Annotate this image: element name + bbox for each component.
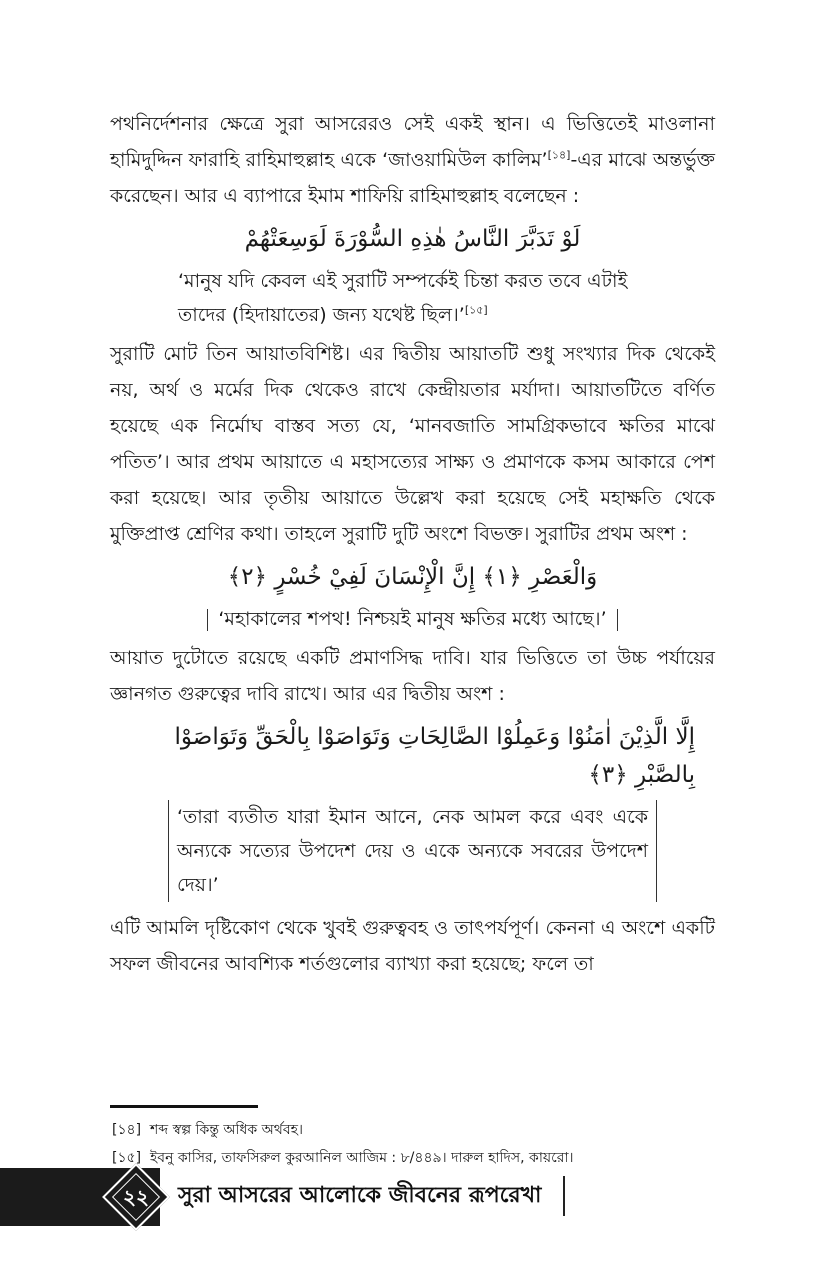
page-number: ২২: [122, 1185, 149, 1209]
footnote-14: [112, 1116, 722, 1144]
arabic-quote-shafii: لَوْ تَدَبَّرَ النَّاسُ هٰذِهِ السُّوْرَةَ لَوَسِعَتْهُمْ: [244, 226, 581, 252]
paragraph-1-text-b: -এর মাঝে অন্তর্ভুক্ত করেছেন। আর এ ব্যাপারে ইমাম শাফিয়ি রাহিমাহুল্লাহ বলেছেন :: [110, 149, 715, 207]
paragraph-1: [110, 106, 715, 214]
quote-bar-left: [207, 609, 208, 631]
footnote-15-mark: [১৫]: [112, 1150, 142, 1166]
paragraph-3: আয়াত দুটোতে রয়েছে একটি প্রমাণসিদ্ধ দাবি। যার ভিত্তিতে তা উচ্চ পর্যায়ের জ্ঞানগত গুরুত্বের দাবি রাখে। আর এর দ্বিতীয় অংশ :: [110, 647, 715, 705]
arabic-verse-3-line-2: بِالصَّبْرِ ﴿٣﴾: [588, 762, 695, 788]
running-title-divider: [563, 1176, 565, 1216]
page-body: [110, 106, 715, 982]
quote-translation-3: ‘তারা ব্যতীত যারা ইমান আনে, নেক আমল করে এবং একে অন্যকে সত্যের উপদেশ দেয় ও একে অন্যকে সবরের উপদেশ দেয়।’: [168, 800, 657, 902]
footnotes: [112, 1116, 722, 1172]
footnote-ref-14[interactable]: [১৪]: [547, 148, 571, 162]
footnote-divider: [110, 1105, 258, 1108]
running-title: সুরা আসরের আলোকে জীবনের রূপরেখা: [178, 1183, 542, 1208]
arabic-verse-3-line-1: إِلَّا الَّذِيْنَ اٰمَنُوْا وَعَمِلُوْا الصَّالِحَاتِ وَتَوَاصَوْا بِالْحَقِّ وَتَوَاصَوْا: [174, 724, 695, 750]
footnote-14-text: শব্দ স্বল্প কিন্তু অধিক অর্থবহ।: [150, 1122, 303, 1138]
quote-translation-2: [110, 602, 715, 636]
quote-translation-1: [110, 264, 715, 332]
quote-bar-right: [617, 609, 618, 631]
quote-2-text: ‘মহাকালের শপথ! নিশ্চয়ই মানুষ ক্ষতির মধ্যে আছে।’: [218, 608, 607, 630]
footnote-15: [112, 1144, 722, 1172]
footnote-ref-15[interactable]: [১৫]: [464, 303, 488, 317]
footnote-15-text: ইবনু কাসির, তাফসিরুল কুরআনিল আজিম : ৮/৪৪৯। দারুল হাদিস, কায়রো।: [150, 1150, 574, 1166]
footnote-14-mark: [১৪]: [112, 1122, 142, 1138]
paragraph-1-text-a: পথনির্দেশনার ক্ষেত্রে সুরা আসরেরও সেই একই স্থান। এ ভিত্তিতেই মাওলানা হামিদুদ্দিন ফারাহি রাহিমাহুল্লাহ একে ‘জাওয়ামিউল কালিম’: [110, 113, 715, 171]
paragraph-2: সুরাটি মোট তিন আয়াতবিশিষ্ট। এর দ্বিতীয় আয়াতটি শুধু সংখ্যার দিক থেকেই নয়, অর্থ ও মর্মের দিক থেকেও রাখে কেন্দ্রীয়তার মর্যাদা। আয়াতটিতে বর্ণিত হয়েছে এক নির্মোঘ বাস্তব সত্য যে, ‘মানবজাতি সামগ্রিকভাবে ক্ষতির মাঝে পতিত’। আর প্রথম আয়াতে এ মহাসত্যের সাক্ষ্য ও প্রমাণকে কসম আকারে পেশ করা হয়েছে। আর তৃতীয় আয়াতে উল্লেখ করা হয়েছে সেই মহাক্ষতি থেকে মুক্তিপ্রাপ্ত শ্রেণির কথা। তাহলে সুরাটি দুটি অংশে বিভক্ত। সুরাটির প্রথম অংশ :: [110, 343, 715, 545]
paragraph-4: এটি আমলি দৃষ্টিকোণ থেকে খুবই গুরুত্ববহ ও তাৎপর্যপূর্ণ। কেননা এ অংশে একটি সফল জীবনের আবশ্যিক শর্তগুলোর ব্যাখ্যা করা হয়েছে; ফলে তা: [110, 917, 715, 975]
arabic-verse-1-2: وَالْعَصْرِ ﴿١﴾ إِنَّ الْإِنْسَانَ لَفِيْ خُسْرٍ ﴿٢﴾: [227, 564, 598, 590]
quote-1-text: ‘মানুষ যদি কেবল এই সুরাটি সম্পর্কেই চিন্তা করত তবে এটাই তাদের (হিদায়াতের) জন্য যথেষ্ট ছিল।’: [178, 270, 628, 326]
